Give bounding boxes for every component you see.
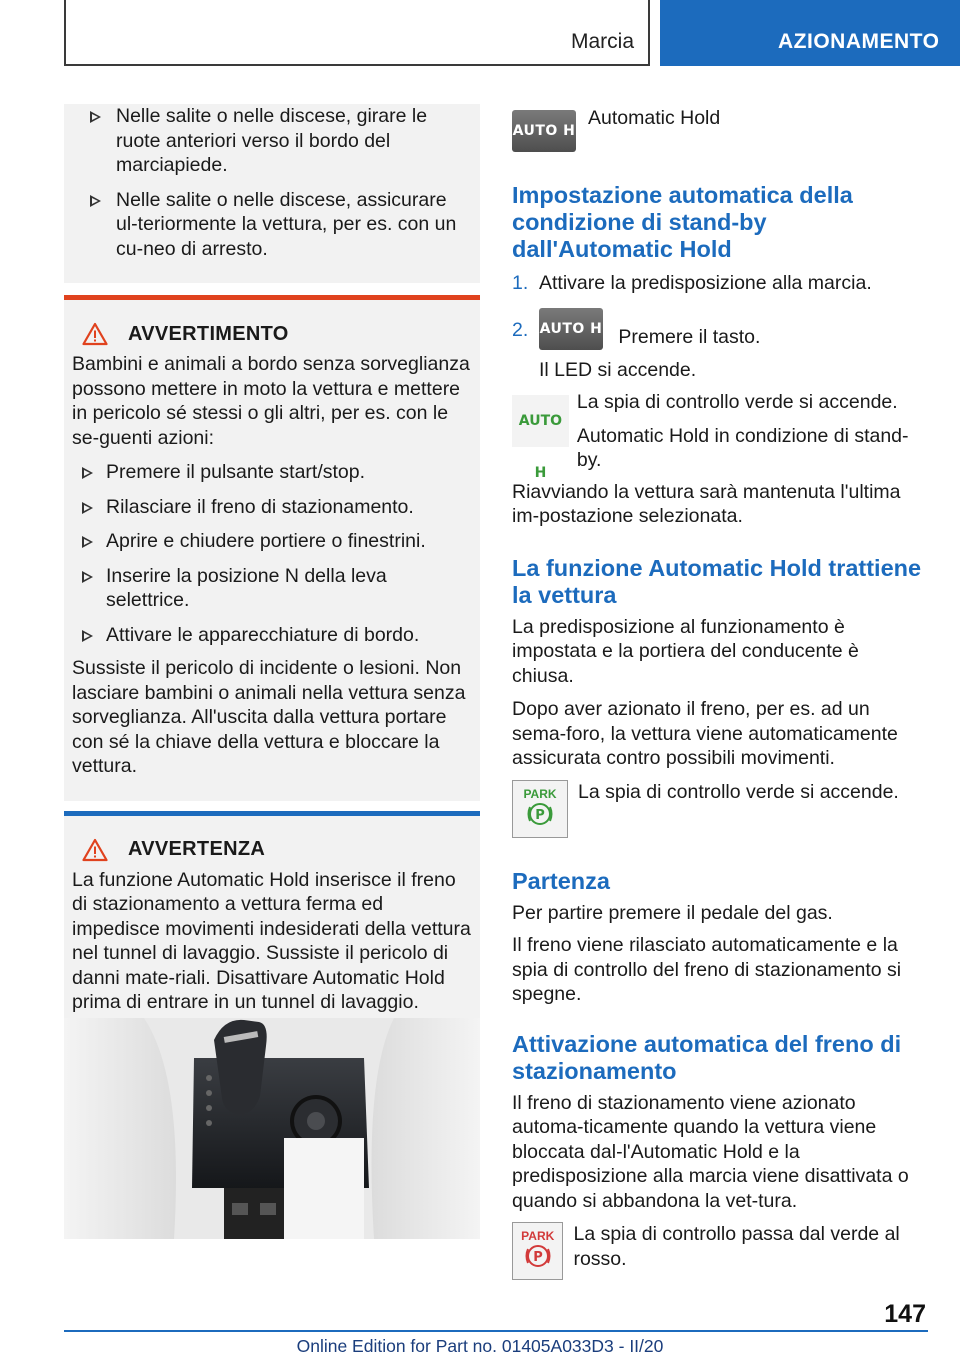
park-red-row — [512, 1222, 926, 1280]
step-item: 2. AUTO H Premere il tasto. — [512, 308, 926, 350]
bullet-triangle-icon — [82, 467, 93, 479]
warning-outro: Sussiste il pericolo di incidente o lesioni. Non lasciare bambini o animali nella vettura senza sorveglianza. All'uscita dalla vettura portare con sé la chiave della vettura e bloccare la vettura. — [72, 657, 466, 777]
auto-h-button-icon: AUTO H — [539, 308, 603, 350]
section-heading-partenza: Partenza — [512, 867, 610, 894]
bullet-triangle-icon — [82, 536, 93, 548]
park-green-indicator-icon: PARK P — [512, 780, 568, 838]
auto-hold-label: Automatic Hold — [588, 107, 721, 129]
note-bullet: Nelle salite o nelle discese, assicurare ul-teriormente la vettura, per es. con un cu-neo di arresto. — [74, 188, 470, 274]
dopo-text: Dopo aver azionato il freno, per es. ad un sema-foro, la vettura viene automaticamente assicurata contro possibili movimenti. — [512, 698, 898, 769]
bullet-triangle-icon — [90, 195, 101, 207]
header-chapter-tab: AZIONAMENTO — [660, 0, 960, 66]
svg-text:P: P — [532, 1250, 543, 1265]
auto-h-button-icon: AUTO H — [512, 110, 576, 152]
green-lamp2-text: La spia di controllo verde si accende. — [578, 780, 899, 803]
warning-box-avvertenza — [64, 811, 480, 1037]
section-heading-standby: Impostazione automatica della condizione di stand-by dall'Automatic Hold — [512, 182, 853, 262]
svg-text:P: P — [535, 807, 545, 823]
section-heading-attivazione: Attivazione automatica del freno di stazionamento — [512, 1030, 902, 1084]
header-section-box — [64, 0, 650, 66]
page-number: 147 — [884, 1300, 926, 1328]
footer-rule — [64, 1330, 928, 1332]
left-column — [64, 104, 480, 1094]
attivazione-text: Il freno di stazionamento viene azionato automa-ticamente quando la vettura viene bloccata dal-l'Automatic Hold e la predisposizione alla marcia viene disattivata o quando si abbandona la vet-tura. — [512, 1091, 909, 1212]
footer-edition: Online Edition for Part no. 01405A033D3 - II/20 — [296, 1336, 664, 1356]
section-heading-trattiene: La funzione Automatic Hold trattiene la vettura — [512, 554, 922, 608]
warning-title: AVVERTENZA — [72, 838, 472, 862]
warning-box-avvertimento — [64, 295, 480, 801]
bullet-triangle-icon — [82, 571, 93, 583]
warning-intro: Bambini e animali a bordo senza sorveglianza possono mettere in moto la vettura e mettere in pericolo sé stessi o gli altri, per es. con le se-guenti azioni: — [72, 353, 470, 449]
led-text: Il LED si accende. — [539, 358, 697, 381]
bullet-triangle-icon — [82, 502, 93, 514]
standby-text: Automatic Hold in condizione di stand-by. — [576, 424, 909, 471]
center-console-illustration — [64, 1018, 480, 1239]
warning-bullet: Attivare le apparecchiature di bordo. — [72, 623, 472, 648]
auto-hold-row — [512, 107, 926, 152]
step-item: 1. Attivare la predisposizione alla marcia. — [512, 272, 872, 294]
header-section-label: Marcia — [570, 30, 634, 53]
center-console-image — [64, 1018, 480, 1239]
red-lamp-text: La spia di controllo passa dal verde al rosso. — [573, 1223, 900, 1270]
warning-bullet: Premere il pulsante start/stop. — [72, 460, 472, 485]
warning-triangle-icon — [82, 322, 108, 346]
note-box — [64, 104, 480, 283]
bullet-triangle-icon — [82, 630, 93, 642]
park-green-row — [512, 780, 926, 838]
warning-triangle-icon — [82, 838, 108, 862]
warning-bullet: Aprire e chiudere portiere o finestrini. — [72, 529, 472, 554]
page-header — [0, 0, 960, 66]
park-red-indicator-icon: PARK P — [512, 1222, 563, 1280]
warning-text: La funzione Automatic Hold inserisce il freno di stazionamento a vettura ferma ed impedisce movimenti indesiderati della vettura nel tunnel di lavaggio. Sussiste il pericolo di danni mate-riali. Disattivare Automatic Hold prima di entrare in un tunnel di lavaggio. — [72, 868, 471, 1013]
warning-bullet: Inserire la posizione N della leva selettrice. — [72, 564, 472, 613]
green-lamp-text: La spia di controllo verde si accende. — [576, 391, 898, 413]
note-bullet: Nelle salite o nelle discese, girare le ruote anteriori verso il bordo del marciapiede. — [74, 104, 470, 178]
bullet-triangle-icon — [90, 111, 101, 123]
partenza-text2: Il freno viene rilasciato automaticamente e la spia di controllo del freno di stazionamento si spegne. — [512, 934, 902, 1005]
auto-h-indicator-icon: AUTO H — [512, 395, 569, 447]
predisposizione-text: La predisposizione al funzionamento è impostata e la portiera del conducente è chiusa. — [512, 615, 859, 687]
right-column — [512, 104, 926, 1280]
riavvio-text: Riavviando la vettura sarà mantenuta l'ultima im-postazione selezionata. — [512, 480, 901, 527]
green-lamp-row — [512, 390, 926, 481]
partenza-text1: Per partire premere il pedale del gas. — [512, 901, 833, 924]
warning-title: AVVERTIMENTO — [72, 322, 472, 346]
warning-bullet: Rilasciare il freno di stazionamento. — [72, 495, 472, 520]
